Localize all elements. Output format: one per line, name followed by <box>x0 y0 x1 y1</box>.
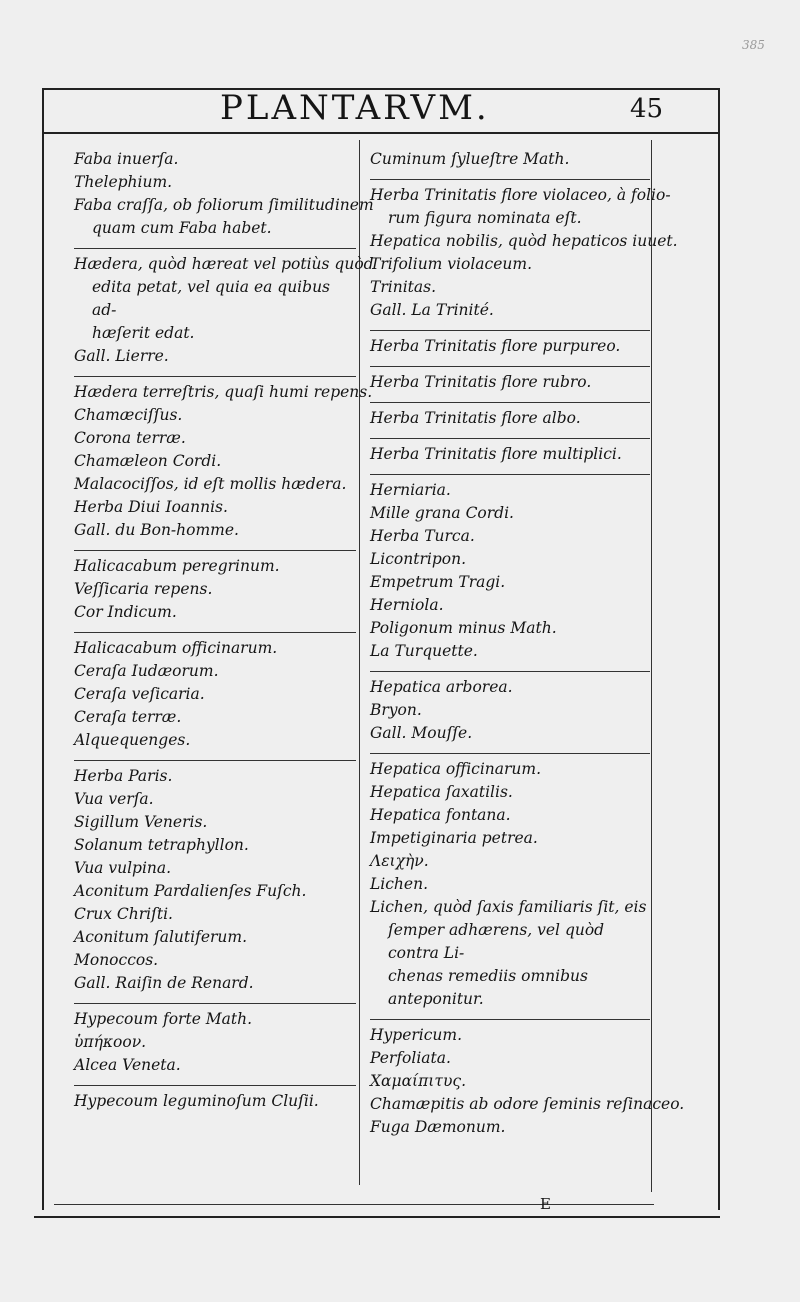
entry-line: Bryon. <box>370 701 422 719</box>
entry-block <box>370 439 650 475</box>
entry-line: Mille grana Cordi. <box>370 504 514 522</box>
entry-line: Hædera, quòd hæreat vel potiùs quòd <box>74 255 374 273</box>
entry-line: Empetrum Tragi. <box>370 573 506 591</box>
entry-line: Hepatica officinarum. <box>370 760 542 778</box>
frame-right-rule <box>718 88 720 1210</box>
entry-line: Licontripon. <box>370 550 467 568</box>
right-column <box>370 144 685 1147</box>
entry-block <box>74 249 374 377</box>
archive-annotation: 385 <box>742 38 765 52</box>
entry-line: Hypericum. <box>370 1026 463 1044</box>
entry-line: Halicacabum officinarum. <box>74 639 278 657</box>
entry-line: Faba inuerſa. <box>74 150 179 168</box>
entry-line: Herba Turca. <box>370 527 475 545</box>
entry-line: Ceraſa terræ. <box>74 708 182 726</box>
entry-line: Herba Trinitatis flore purpureo. <box>370 337 621 355</box>
entry-line: Gall. Raiſin de Renard. <box>74 974 254 992</box>
entry-block <box>370 475 650 672</box>
entry-line: Ceraſa Iudæorum. <box>74 662 219 680</box>
entry-block <box>370 754 650 1020</box>
entry-line: Monoccos. <box>74 951 159 969</box>
entry-line: Hædera terreſtris, quaſi humi repens. <box>74 383 373 401</box>
entry-line: La Turquette. <box>370 642 478 660</box>
column-divider <box>359 140 360 1185</box>
entry-line: quam cum Faba habet. <box>92 219 272 237</box>
entry-line: Trifolium violaceum. <box>370 255 533 273</box>
entry-block <box>74 551 356 633</box>
entry-line: Halicacabum peregrinum. <box>74 557 280 575</box>
entry-line: Sigillum Veneris. <box>74 813 208 831</box>
right-column-border <box>651 140 652 1192</box>
entry-line: Herba Trinitatis flore rubro. <box>370 373 592 391</box>
entry-line: ſemper adhærens, vel quòd contra Li- <box>388 921 605 962</box>
entry-block <box>370 180 678 331</box>
entry-block <box>370 331 650 367</box>
entry-line: Vua verſa. <box>74 790 154 808</box>
entry-line: Alcea Veneta. <box>74 1056 181 1074</box>
entry-block <box>74 377 373 551</box>
entry-line: Impetiginaria petrea. <box>370 829 538 847</box>
entry-line: Gall. La Trinité. <box>370 301 494 319</box>
entry-line: Lichen, quòd ſaxis familiaris ſit, eis <box>370 898 647 916</box>
entry-block <box>370 403 650 439</box>
entry-line: Herba Diui Ioannis. <box>74 498 228 516</box>
entry-line: Hepatica arborea. <box>370 678 513 696</box>
entry-line: Herniola. <box>370 596 444 614</box>
entry-line: rum figura nominata eſt. <box>388 209 582 227</box>
entry-line: Cuminum ſylueſtre Math. <box>370 150 570 168</box>
page-number: 45 <box>630 94 664 124</box>
entry-line: Solanum tetraphyllon. <box>74 836 249 854</box>
entry-line: Hepatica ſaxatilis. <box>370 783 513 801</box>
entry-line: Crux Chriſti. <box>74 905 173 923</box>
entry-block <box>74 1004 356 1086</box>
entry-line: Aconitum ſalutiferum. <box>74 928 248 946</box>
entry-block <box>370 1020 685 1147</box>
entry-line: Poligonum minus Math. <box>370 619 557 637</box>
running-head <box>40 84 720 130</box>
entry-line: Herniaria. <box>370 481 451 499</box>
signature-mark: E <box>540 1195 551 1213</box>
entry-line: Hypecoum forte Math. <box>74 1010 253 1028</box>
entry-line: ὑπήκοον. <box>74 1033 147 1051</box>
entry-line: Gall. Mouſſe. <box>370 724 473 742</box>
entry-line: Veſſicaria repens. <box>74 580 213 598</box>
entry-line: chenas remediis omnibus anteponitur. <box>388 967 588 1008</box>
entry-line: Herba Paris. <box>74 767 173 785</box>
frame-left-rule <box>42 88 44 1210</box>
entry-block <box>74 633 356 761</box>
entry-line: Faba craſſa, ob foliorum ſimilitudinem <box>74 196 374 214</box>
entry-line: Thelephium. <box>74 173 173 191</box>
left-column <box>74 144 374 1121</box>
entry-line: Hypecoum leguminoſum Cluſii. <box>74 1092 319 1110</box>
entry-line: Alquequenges. <box>74 731 191 749</box>
entry-line: Chamæpitis ab odore ſeminis reſinaceo. <box>370 1095 685 1113</box>
entry-line: Chamæleon Cordi. <box>74 452 222 470</box>
entry-line: Hepatica nobilis, quòd hepaticos iuuet. <box>370 232 678 250</box>
frame-bottom-rule <box>34 1216 720 1218</box>
entry-line: Gall. du Bon-homme. <box>74 521 239 539</box>
entry-line: Perfoliata. <box>370 1049 451 1067</box>
entry-block <box>74 761 356 1004</box>
entry-block <box>74 144 374 249</box>
entry-line: Gall. Lierre. <box>74 347 169 365</box>
header-rule <box>42 132 718 134</box>
footer-rule <box>54 1204 654 1205</box>
entry-block <box>370 144 650 180</box>
entry-line: Ceraſa veſicaria. <box>74 685 205 703</box>
entry-block <box>370 367 650 403</box>
entry-line: hæſerit edat. <box>92 324 195 342</box>
entry-block <box>370 672 650 754</box>
entry-line: Trinitas. <box>370 278 436 296</box>
entry-line: Malacociſſos, id eſt mollis hædera. <box>74 475 347 493</box>
entry-block <box>74 1086 356 1121</box>
entry-line: Herba Trinitatis flore albo. <box>370 409 581 427</box>
entry-line: Vua vulpina. <box>74 859 172 877</box>
entry-line: Aconitum Pardalienſes Fuſch. <box>74 882 307 900</box>
entry-line: Hepatica fontana. <box>370 806 511 824</box>
entry-line: Cor Indicum. <box>74 603 177 621</box>
entry-line: Herba Trinitatis flore multiplici. <box>370 445 622 463</box>
entry-line: Χαμαίπιτυς. <box>370 1072 466 1090</box>
entry-line: Herba Trinitatis flore violaceo, à folio- <box>370 186 671 204</box>
entry-line: Corona terræ. <box>74 429 186 447</box>
entry-line: edita petat, vel quia ea quibus ad- <box>92 278 331 319</box>
page-title: PLANTARVM. <box>220 88 490 128</box>
entry-line: Fuga Dæmonum. <box>370 1118 506 1136</box>
entry-line: Chamæciſſus. <box>74 406 183 424</box>
entry-line: Λειχὴν. <box>370 852 429 870</box>
entry-line: Lichen. <box>370 875 428 893</box>
